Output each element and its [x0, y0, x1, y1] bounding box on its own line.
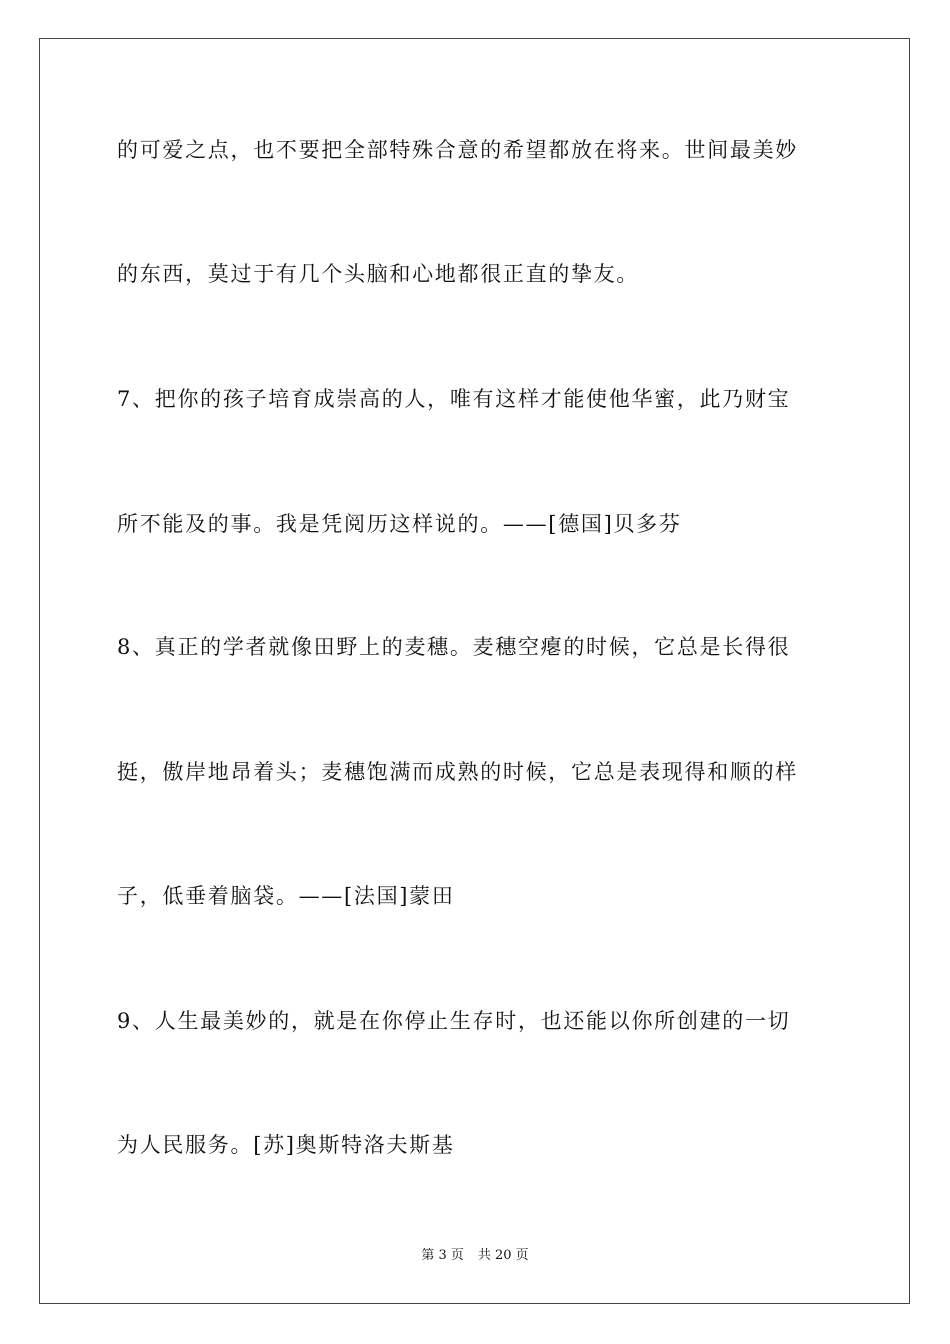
text-line: 所不能及的事。我是凭阅历这样说的。——[德国]贝多芬 — [117, 512, 682, 536]
text-line: 的可爱之点，也不要把全部特殊合意的希望都放在将来。世间最美妙 — [117, 138, 798, 162]
text-line: 挺，傲岸地昂着头；麦穗饱满而成熟的时候，它总是表现得和顺的样 — [117, 760, 798, 784]
page-total: 共 20 页 — [477, 1248, 529, 1263]
page-footer — [0, 1248, 950, 1264]
text-line: 9、人生最美妙的，就是在你停止生存时，也还能以你所创建的一切 — [117, 1009, 791, 1033]
page-border — [39, 38, 910, 1304]
text-line: 7、把你的孩子培育成崇高的人，唯有这样才能使他华蜜，此乃财宝 — [117, 387, 791, 411]
page-number: 第 3 页 — [421, 1248, 464, 1263]
text-line: 子，低垂着脑袋。——[法国]蒙田 — [117, 884, 455, 908]
text-line: 为人民服务。[苏]奥斯特洛夫斯基 — [117, 1133, 455, 1157]
text-line: 的东西，莫过于有几个头脑和心地都很正直的挚友。 — [117, 262, 640, 286]
text-line: 8、真正的学者就像田野上的麦穗。麦穗空瘪的时候，它总是长得很 — [117, 635, 791, 659]
